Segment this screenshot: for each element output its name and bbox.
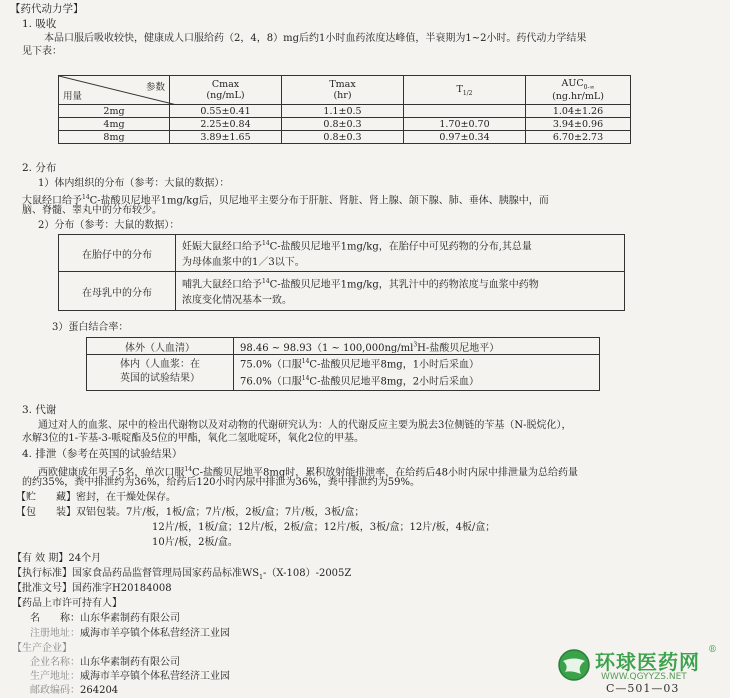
- maker-title: 【生产企业】: [12, 643, 72, 654]
- in-vitro-label: 体外（人血清）: [87, 338, 234, 355]
- section-absorption-title: 1. 吸收: [22, 18, 57, 30]
- metabolism-line-2: 水解3位的1-苄基-3-哌啶酯及5位的甲酯，氧化二氢吡啶环，氧化2位的甲基。: [22, 433, 364, 444]
- cell-dose: 2mg: [59, 105, 170, 118]
- table-row: [87, 338, 600, 355]
- cell-t12: [404, 105, 526, 118]
- validity-row: 【有 效 期】24个月: [12, 553, 102, 564]
- watermark-url: WWW.QGYYZS.NET: [601, 672, 687, 682]
- document-code: C—501—03: [606, 682, 680, 695]
- cell-auc: 6.70±2.73: [526, 131, 631, 144]
- package-line-3: 10片/板，2板/盒。: [152, 537, 238, 548]
- pk-table-corner: [59, 76, 170, 105]
- tissue-distribution-title: 1）体内组织的分布（参考：大鼠的数据）：: [38, 178, 230, 189]
- cell-auc: 3.94±0.96: [526, 118, 631, 131]
- maker-name-row: 企业名称：山东华素制药有限公司: [30, 657, 180, 668]
- milk-distribution-label: 在母乳中的分布: [59, 272, 176, 311]
- col-header-t12: $T_{1/2}$: [404, 76, 526, 105]
- col-header-auc: $AUC_{0-\infty}$ (ng.hr/mL): [526, 76, 631, 105]
- watermark-name: 环球医药网: [595, 650, 700, 674]
- table-row: [59, 105, 631, 118]
- cell-t12: 0.97±0.34: [404, 131, 526, 144]
- corner-dose-label: 用量: [63, 91, 83, 102]
- table-row: [87, 355, 600, 391]
- package-label: 【包 装】: [16, 507, 76, 518]
- excretion-line-2: 的约35%，粪中排泄约为36%，给药后120小时内尿中排泄为36%，粪中排泄约为59%。: [22, 477, 420, 488]
- protein-binding-table: [86, 337, 600, 391]
- in-vitro-value: 98.46 ~ 98.93（1 ~ $100,000ng/ml^3H-$盐酸贝尼地平）: [234, 338, 600, 355]
- package-line-1: 双铝包装。7片/板，1板/盒；7片/板，2板/盒；7片/板，3板/盒；: [76, 507, 365, 518]
- approval-row: 【批准文号】国药准字H20184008: [12, 583, 172, 594]
- table-row: [59, 235, 625, 272]
- package-row: [16, 506, 364, 519]
- section-excretion-title: 4. 排泄（参考在英国的试验结果）: [22, 448, 183, 460]
- milk-distribution-text: 哺乳大鼠经口给予$^{14}$C-盐酸贝尼地平1mg/kg，其乳汁中的药物浓度与血浆中药物 浓度变化情况基本一致。: [176, 272, 625, 311]
- absorption-text-line-1: 本品口服后吸收较快，健康成人口服给药（2，4，8）mg后约1小时血药浓度达峰值，半衰期为1~2小时。药代动力学结果: [44, 33, 587, 44]
- section-metabolism-title: 3. 代谢: [22, 404, 57, 416]
- cell-tmax: 1.1±0.5: [282, 105, 404, 118]
- package-line-2: 12片/板，1板/盒；12片/板，2板/盒；12片/板，3板/盒；12片/板，4板/盒；: [152, 522, 496, 533]
- maker-postcode-row: 邮政编码：264204: [30, 685, 119, 696]
- col-header-cmax: Cmax (ng/mL): [170, 76, 282, 105]
- in-vivo-value: 75.0%（口服$^{14}$C-盐酸贝尼地平8mg，1小时后采血） 76.0%（口服$^{14}$C-盐酸贝尼地平8mg，2小时后采血）: [234, 355, 600, 391]
- holder-address-row: 注册地址：威海市羊亭镇个体私营经济工业园: [30, 628, 230, 639]
- maker-address-row: 生产地址：威海市羊亭镇个体私营经济工业园: [30, 671, 230, 682]
- globe-logo-icon: [557, 648, 591, 682]
- table-row: [59, 131, 631, 144]
- table-row: [59, 118, 631, 131]
- fetal-distribution-text: 妊娠大鼠经口给予$^{14}$C-盐酸贝尼地平1mg/kg，在胎仔中可见药物的分布,其总量 为母体血浆中的1／3以下。: [176, 235, 625, 272]
- standard-row: 【执行标准】国家食品药品监督管理局国家药品标准$WS_1-(X-108)-2005Z$: [12, 568, 352, 581]
- in-vivo-label: 体内（人血浆：在 英国的试验结果）: [87, 355, 234, 391]
- pk-table: [58, 75, 631, 144]
- section-distribution-title: 2. 分布: [22, 162, 57, 174]
- storage-label: 【贮 藏】: [16, 492, 76, 503]
- tissue-distribution-line-1: 大鼠经口给予$^{14}$C-盐酸贝尼地平1mg/kg后，贝尼地平主要分布于肝脏、肾脏、肾上腺、颌下腺、肺、垂体、胰腺中，而: [22, 194, 549, 207]
- absorption-text-line-2: 见下表：: [22, 46, 62, 57]
- cell-auc: 1.04±1.26: [526, 105, 631, 118]
- cell-cmax: 3.89±1.65: [170, 131, 282, 144]
- holder-name-row: 名 称：山东华素制药有限公司: [30, 613, 180, 624]
- cell-t12: 1.70±0.70: [404, 118, 526, 131]
- col-header-tmax: Tmax (hr): [282, 76, 404, 105]
- cell-dose: 4mg: [59, 118, 170, 131]
- excretion-line-1: 西欧健康成年男子5名，单次口服$^{14}$C-盐酸贝尼地平8mg时，累积放射能排泄率，在给药后48小时内尿中排泄量为总给药量: [38, 466, 579, 479]
- section-header: 【药代动力学】: [10, 3, 84, 15]
- fetal-distribution-label: 在胎仔中的分布: [59, 235, 176, 272]
- table-row: [59, 272, 625, 311]
- holder-title: 【药品上市许可持有人】: [12, 598, 122, 609]
- corner-param-label: 参数: [145, 82, 165, 93]
- protein-binding-title: 3）蛋白结合率：: [52, 322, 129, 333]
- storage-value: 密封，在干燥处保存。: [76, 492, 176, 503]
- distribution-table: [58, 234, 625, 311]
- distribution-ref-title: 2）分布（参考：大鼠的数据）：: [38, 220, 180, 231]
- cell-tmax: 0.8±0.3: [282, 118, 404, 131]
- metabolism-line-1: 通过对人的血浆、尿中的检出代谢物以及对动物的代谢研究认为：人的代谢反应主要为脱去3位侧链的苄基（N-脱烷化），: [38, 420, 572, 431]
- storage-row: [16, 491, 176, 504]
- cell-tmax: 0.8±0.3: [282, 131, 404, 144]
- watermark-registered: ®: [708, 645, 717, 655]
- cell-cmax: 0.55±0.41: [170, 105, 282, 118]
- cell-cmax: 2.25±0.84: [170, 118, 282, 131]
- tissue-distribution-line-2: 脑、脊髓、睾丸中的分布较少。: [22, 205, 162, 216]
- cell-dose: 8mg: [59, 131, 170, 144]
